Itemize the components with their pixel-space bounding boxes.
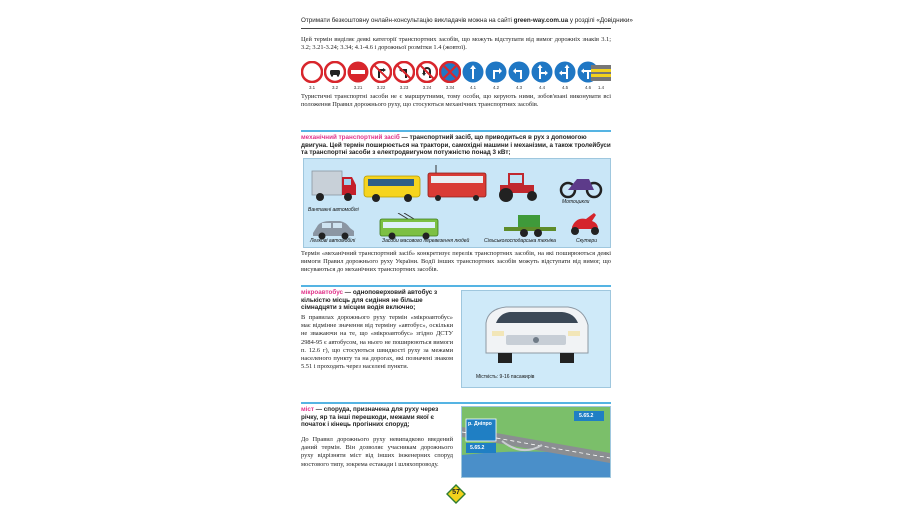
minibus-icon: [476, 301, 596, 371]
sign-3-2-icon: 3.2: [324, 61, 346, 83]
bridge-body-paragraph: До Правил дорожнього руху невипадково введений даний термін. Він дозволяє учасникам дорожнього руху відрізняти міст від інших інженерних споруд мостового типу, зокрема естакади і шляхопроводу.: [301, 436, 453, 468]
scooter-icon: [566, 209, 602, 237]
trolleybus-icon: [378, 213, 440, 241]
bridge-sign-code-left: 5.65.2: [470, 445, 485, 451]
header-text-end: у розділі «Довідники»: [568, 17, 633, 24]
micro-body-paragraph: В правилах дорожнього руху термін «мікроавтобус» має відмінне значення від терміну «автобус», оскільки не зважаючи на те, що «мікроавтобус» згідно ДСТУ 2984-95 є автобусом, на нього не поширюються вимоги п. 12.6 г), що стосуються швидкості руху за межами населеного пункту та на дорогах, які позначені знаком 5.51 і проходять через населені пункти.: [301, 314, 453, 371]
bridge-sign-river: р. Дніпро: [468, 421, 492, 427]
bus-icon: [362, 173, 422, 203]
sign-4-6-icon: 4.6: [577, 61, 599, 83]
tourist-paragraph: Туристичні транспортні засоби не є маршрутними, тому особи, що керують ними, зобов'язані виконувати всі положення Правил дорожнього руху, що стосуються механічних транспортних засобів.: [301, 93, 611, 109]
marking-1-4-icon: 1.4: [591, 61, 611, 83]
mech-note-paragraph: Термін «механічний транспортний засіб» конкретизує перелік транспортних засобів, на які поширюються деякі вимоги Правил дорожнього руху України. Водії інших транспортних засобів можуть відступати від вимог, що висуваються до механічних транспортних засобів.: [301, 250, 611, 274]
page-header: [301, 14, 633, 29]
bridge-figure: [461, 406, 611, 478]
sign-4-4-icon: 4.4: [531, 61, 553, 83]
header-site-link[interactable]: green-way.com.ua: [513, 17, 569, 24]
sign-4-1-icon: 4.1: [462, 61, 484, 83]
sign-3-23-icon: 3.23: [393, 61, 415, 83]
sign-4-3-icon: 4.3: [508, 61, 530, 83]
page-number-badge: [446, 484, 466, 504]
motorcycle-icon: [559, 169, 603, 199]
bridge-sign-code-right: 5.65.2: [579, 413, 594, 419]
section-divider: [301, 130, 611, 132]
minibus-capacity-caption: Місткість: 9-16 пасажирів: [476, 374, 535, 380]
vehicle-types-figure: [303, 158, 611, 248]
section-divider-3: [301, 402, 611, 404]
header-text: Отримати безкоштовну онлайн-консультацію викладачів можна на сайті: [301, 17, 514, 24]
tram-icon: [426, 165, 488, 205]
sign-4-2-icon: 4.2: [485, 61, 507, 83]
tractor-icon: [494, 169, 542, 203]
sign-4-5-icon: 4.5: [554, 61, 576, 83]
label-mass-transport: Засоби масового перевезення людей: [382, 238, 470, 244]
label-cars: Легкові автомобілі: [310, 238, 356, 244]
micro-definition: мікроавтобус — одноповерховий автобус з кількістю місць для сидіння не більше сімнадцяти з місцем водія включно;: [301, 289, 438, 312]
truck-icon: [310, 167, 358, 205]
label-trucks: Вантажні автомобілі: [308, 207, 359, 213]
section-divider-2: [301, 285, 611, 287]
intro-paragraph: Цей термін виділяє деякі категорії транспортних засобів, що можуть відступати від вимог дорожніх знаків 3.1; 3.2; 3.21-3.24; 3.34; 4.1-4.6 і дорожньої розмітки 1.4 (жовтої).: [301, 36, 611, 52]
mech-definition: механічний транспортний засіб — транспортний засіб, що приводиться в рух з допомогою двигуна. Цей термін поширюється на трактори, самохідні машини і механізми, а також тролейбуси та транспортні засоби з електродвигуном потужністю понад 3 кВт;: [301, 134, 611, 157]
page-number: 57: [452, 489, 460, 496]
label-motorcycles: Мотоцикли: [562, 199, 590, 205]
label-scooters: Скутери: [576, 238, 597, 244]
sign-3-21-icon: 3.21: [347, 61, 369, 83]
sign-3-24-icon: 3.24: [416, 61, 438, 83]
label-agricultural: Сільськогосподарська техніка: [484, 238, 556, 244]
minibus-figure: [461, 290, 611, 388]
sign-3-22-icon: 3.22: [370, 61, 392, 83]
document-page: [301, 14, 633, 504]
combine-icon: [502, 211, 558, 239]
bridge-definition: міст — споруда, призначена для руху через річку, яр та інші перешкоди, межами якої є початок і кінець прогінних споруд;: [301, 406, 439, 429]
sign-3-1-icon: 3.1: [301, 61, 323, 83]
sign-3-34-icon: 3.34: [439, 61, 461, 83]
